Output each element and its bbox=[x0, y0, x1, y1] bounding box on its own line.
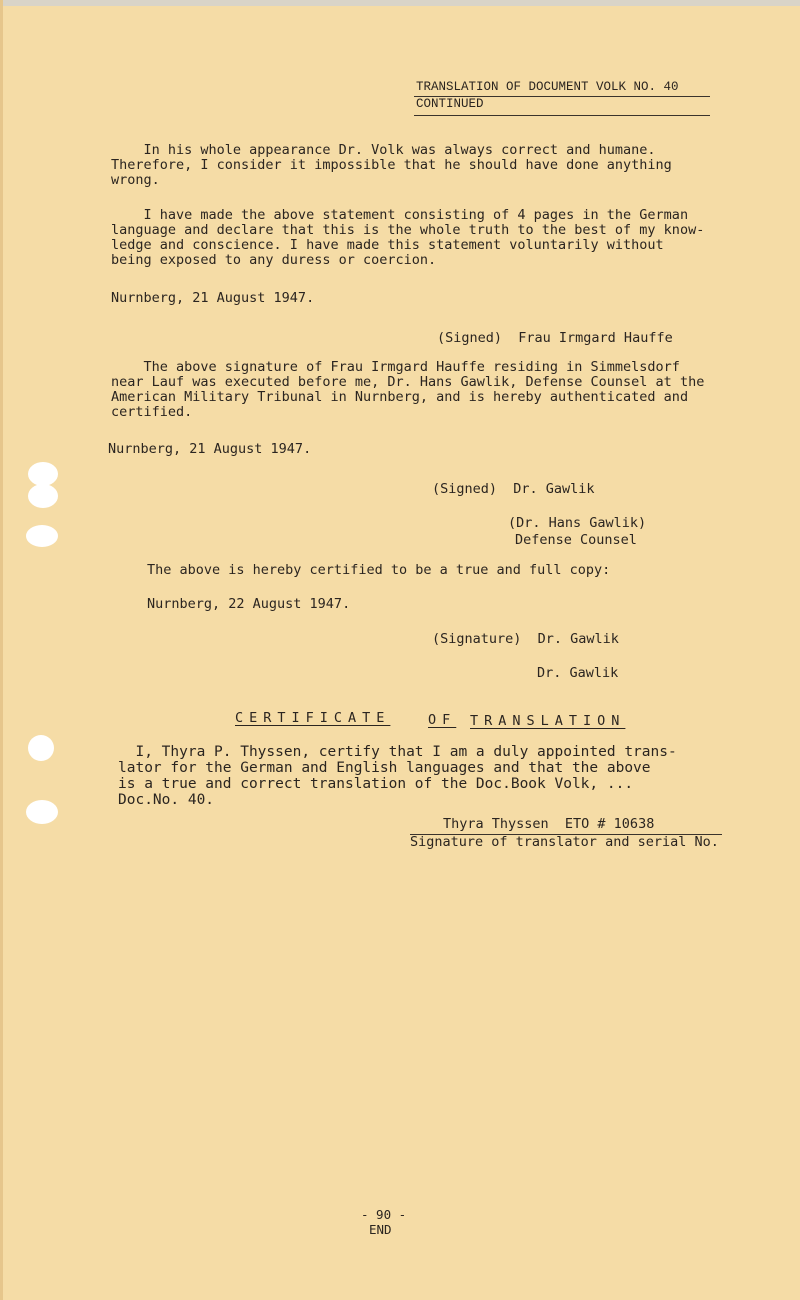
copy-statement: The above is hereby certified to be a true and full copy: bbox=[147, 562, 611, 578]
signature-gawlik-name: (Dr. Hans Gawlik) bbox=[508, 515, 647, 531]
certificate-title-word-1: CERTIFICATE bbox=[235, 710, 391, 726]
translator-signature: Thyra Thyssen ETO # 10638 bbox=[443, 816, 655, 832]
paragraph-line: I have made the above statement consisting of 4 pages in the German bbox=[111, 207, 689, 223]
end-marker: END bbox=[369, 1222, 392, 1237]
signature-gawlik-signed: (Signed) Dr. Gawlik bbox=[432, 481, 595, 497]
paragraph-line: being exposed to any duress or coercion. bbox=[111, 252, 437, 268]
paragraph-line: near Lauf was executed before me, Dr. Hans Gawlik, Defense Counsel at the bbox=[111, 374, 705, 390]
paragraph-line: wrong. bbox=[111, 172, 160, 188]
certificate-title-word-3: TRANSLATION bbox=[470, 713, 626, 729]
certificate-line: Doc.No. 40. bbox=[118, 792, 215, 808]
scan-left-edge bbox=[0, 0, 3, 1300]
paragraph-line: Therefore, I consider it impossible that he should have done anything bbox=[111, 157, 672, 173]
translator-caption: Signature of translator and serial No. bbox=[410, 834, 719, 850]
place-date-1: Nurnberg, 21 August 1947. bbox=[111, 290, 315, 306]
certificate-line: I, Thyra P. Thyssen, certify that I am a duly appointed trans- bbox=[118, 744, 677, 760]
punch-hole bbox=[28, 462, 58, 486]
page-number: - 90 - bbox=[361, 1207, 407, 1222]
signature-3-label: (Signature) Dr. Gawlik bbox=[432, 631, 619, 647]
header-rule-bottom bbox=[414, 115, 710, 116]
place-date-2: Nurnberg, 21 August 1947. bbox=[108, 441, 312, 457]
paragraph-line: language and declare that this is the whole truth to the best of my know- bbox=[111, 222, 705, 238]
paragraph-line: The above signature of Frau Irmgard Hauffe residing in Simmelsdorf bbox=[111, 359, 680, 375]
punch-hole bbox=[26, 800, 58, 824]
signature-gawlik-title: Defense Counsel bbox=[515, 532, 637, 548]
header-title: TRANSLATION OF DOCUMENT VOLK NO. 40 bbox=[416, 80, 679, 94]
paragraph-line: ledge and conscience. I have made this statement voluntarily without bbox=[111, 237, 664, 253]
punch-hole bbox=[28, 735, 54, 761]
paragraph-line: American Military Tribunal in Nurnberg, and is hereby authenticated and bbox=[111, 389, 689, 405]
punch-hole bbox=[28, 484, 58, 508]
place-date-3: Nurnberg, 22 August 1947. bbox=[147, 596, 351, 612]
paragraph-line: certified. bbox=[111, 404, 193, 420]
certificate-title-word-2: OF bbox=[428, 712, 457, 728]
header-continued: CONTINUED bbox=[416, 97, 484, 111]
punch-hole bbox=[26, 525, 58, 547]
signature-3-name: Dr. Gawlik bbox=[537, 665, 619, 681]
signature-hauffe: (Signed) Frau Irmgard Hauffe bbox=[437, 330, 673, 346]
paragraph-line: In his whole appearance Dr. Volk was always correct and humane. bbox=[111, 142, 656, 158]
scan-top-edge bbox=[0, 0, 800, 6]
certificate-line: lator for the German and English languages and that the above bbox=[118, 760, 651, 776]
certificate-line: is a true and correct translation of the Doc.Book Volk, ... bbox=[118, 776, 634, 792]
